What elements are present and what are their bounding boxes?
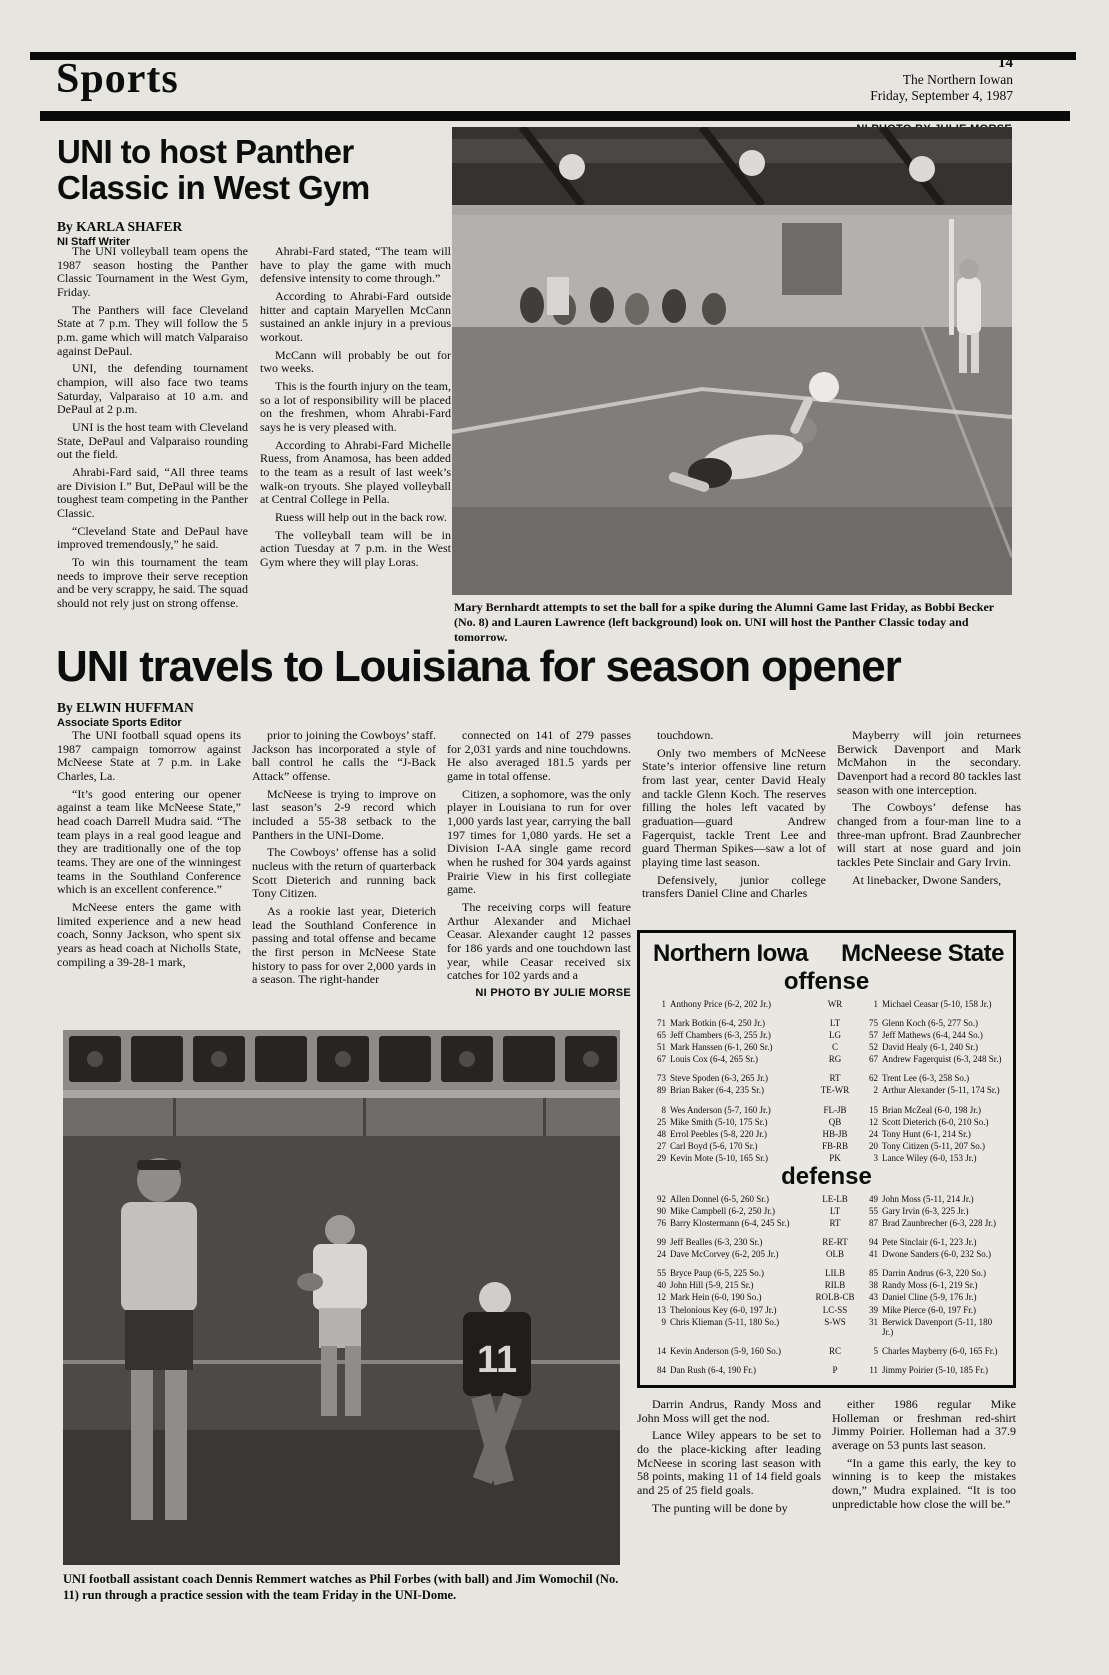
uni-player: Mark Hanssen (6-1, 260 Sr.): [670, 1042, 773, 1053]
paragraph: either 1986 regular Mike Holleman or freshman red-shirt Jimmy Poirier. Holleman had a 37.9 average on 53 punts last season.: [832, 1396, 1016, 1452]
position: QB: [828, 1116, 842, 1127]
mcneese-player-number: 38: [869, 1280, 878, 1291]
byline-title: NI Staff Writer: [57, 236, 131, 248]
football-column-2: [252, 729, 436, 991]
position: RE-RT: [822, 1237, 848, 1248]
position: WR: [827, 999, 843, 1009]
roster-team-left: Northern Iowa: [653, 940, 808, 967]
paragraph: According to Ahrabi-Fard outside hitter and captain Maryellen McCann sustained an ankle injury in a previous workout.: [260, 289, 451, 345]
uni-player-number: 92: [657, 1193, 666, 1204]
roster-row: [648, 1218, 1005, 1228]
uni-player-number: 13: [657, 1304, 666, 1315]
roster-box: [637, 930, 1016, 1388]
mcneese-player: Lance Wiley (6-0, 153 Jr.): [882, 1152, 977, 1163]
mcneese-player-number: 11: [869, 1364, 878, 1375]
mcneese-player-number: 1: [873, 999, 878, 1009]
mcneese-player: Glenn Koch (6-5, 277 So.): [882, 1018, 978, 1029]
uni-player: Jeff Bealles (6-3, 230 Sr.): [670, 1237, 763, 1248]
roster-row: [648, 1346, 1005, 1356]
volleyball-headline: UNI to host Panther Classic in West Gym: [57, 133, 370, 206]
uni-player-number: 48: [657, 1128, 666, 1139]
mcneese-player-number: 15: [869, 1104, 878, 1115]
mcneese-player: Mike Pierce (6-0, 197 Fr.): [882, 1304, 976, 1315]
position: LT: [829, 1018, 841, 1029]
uni-player-number: 84: [657, 1364, 666, 1375]
uni-player-number: 55: [657, 1268, 666, 1279]
position: RT: [829, 1073, 841, 1084]
football-column-1: [57, 729, 241, 973]
position: LC-SS: [822, 1304, 848, 1315]
mcneese-player: Arthur Alexander (5-11, 174 Sr.): [882, 1085, 1000, 1096]
position: RILB: [824, 1280, 846, 1291]
mcneese-player-number: 94: [869, 1237, 878, 1248]
roster-row: [648, 1105, 1005, 1115]
football-continuation-left: [637, 1398, 821, 1519]
uni-player: Mark Botkin (6-4, 250 Jr.): [670, 1018, 765, 1029]
jersey-number: 11: [477, 1339, 518, 1381]
masthead-rule: [40, 111, 1070, 121]
volleyball-photo-illustration: [452, 127, 1012, 595]
publication-name: The Northern Iowan: [902, 72, 1013, 87]
football-column-3-text: [447, 729, 631, 983]
mcneese-player: Dwone Sanders (6-0, 232 So.): [882, 1249, 991, 1260]
uni-player-number: 25: [657, 1116, 666, 1127]
mcneese-player: Gary Irvin (6-3, 225 Jr.): [882, 1206, 969, 1217]
mcneese-player-number: 5: [873, 1345, 878, 1356]
uni-player: Carl Boyd (5-6, 170 Sr.): [670, 1140, 758, 1151]
football-headline: UNI travels to Louisiana for season opener: [56, 642, 901, 691]
roster-row: [648, 1249, 1005, 1259]
uni-player-number: 27: [657, 1140, 666, 1151]
mcneese-player: Daniel Cline (5-9, 176 Jr.): [882, 1292, 977, 1303]
volleyball-column-1: [57, 245, 248, 615]
paragraph: The receiving corps will feature Arthur Alexander and Michael Ceasar. Alexander caught 12 passes for 186 yards and one touchdown last year, while Ceasar received six catches for 102 yards and a: [447, 900, 631, 983]
football-continuation-columns: [637, 1398, 1016, 1519]
position: LG: [829, 1030, 841, 1041]
mcneese-player: Trent Lee (6-3, 258 So.): [882, 1073, 970, 1084]
mcneese-player-number: 39: [869, 1304, 878, 1315]
roster-row: [648, 999, 1005, 1009]
uni-player-number: 90: [657, 1206, 666, 1217]
uni-player-number: 9: [661, 1316, 666, 1327]
roster-team-right: McNeese State: [841, 940, 1004, 967]
roster-row: [648, 1194, 1005, 1204]
football-continuation-right: [832, 1398, 1016, 1519]
paragraph: Darrin Andrus, Randy Moss and John Moss will get the nod.: [637, 1396, 821, 1425]
mcneese-player: Andrew Fagerquist (6-3, 248 Sr.): [882, 1054, 1002, 1065]
uni-player-number: 14: [657, 1345, 666, 1356]
mcneese-player-number: 49: [869, 1193, 878, 1204]
mcneese-player: Brian McZeal (6-0, 198 Jr.): [882, 1104, 981, 1115]
football-photo-illustration: [63, 1030, 620, 1565]
mcneese-player-number: 3: [873, 1152, 878, 1163]
position: LE-LB: [822, 1193, 848, 1204]
paragraph: connected on 141 of 279 passes for 2,031 yards and nine touchdowns. He also averaged 181.5 yards per game in total offense.: [447, 728, 631, 784]
paragraph: The Cowboys’ defense has changed from a four-man line to a three-man upfront. Brad Zaunbrecher will start at nose guard and join tackles Pete Sinclair and Gary Irvin.: [837, 800, 1021, 870]
mcneese-player: Randy Moss (6-1, 219 Sr.): [882, 1280, 978, 1291]
roster-row: [648, 1292, 1005, 1302]
page-number: 14: [998, 55, 1013, 71]
uni-player: Kevin Mote (5-10, 165 Sr.): [670, 1152, 768, 1163]
uni-player-number: 40: [657, 1280, 666, 1291]
uni-player: Barry Klostermann (6-4, 245 Sr.): [670, 1218, 790, 1229]
mcneese-player-number: 31: [869, 1316, 878, 1327]
paragraph: UNI is the host team with Cleveland State, DePaul and Valparaiso rounding out the field.: [57, 420, 248, 462]
position: C: [831, 1042, 838, 1053]
position: RG: [828, 1054, 842, 1065]
mcneese-player-number: 24: [869, 1128, 878, 1139]
mcneese-player: Jimmy Poirier (5-10, 185 Fr.): [882, 1364, 988, 1375]
mcneese-player: Tony Citizen (5-11, 207 So.): [882, 1140, 986, 1151]
paragraph: The UNI volleyball team opens the 1987 season hosting the Panther Classic Tournament in the West Gym, Friday.: [57, 244, 248, 300]
mcneese-player-number: 12: [869, 1116, 878, 1127]
paragraph: “Cleveland State and DePaul have improved tremendously,” he said.: [57, 523, 248, 552]
byline-author: By ELWIN HUFFMAN: [57, 700, 194, 715]
mcneese-player-number: 87: [869, 1218, 878, 1229]
mcneese-player: David Healy (6-1, 240 Sr.): [882, 1042, 978, 1053]
uni-player: Errol Peebles (5-8, 220 Jr.): [670, 1128, 767, 1139]
uni-player-number: 99: [657, 1237, 666, 1248]
issue-date: Friday, September 4, 1987: [870, 88, 1013, 103]
section-title: Sports: [56, 56, 179, 102]
uni-player: Anthony Price (6-2, 202 Jr.): [670, 999, 771, 1009]
paragraph: McNeese is trying to improve on last season’s 2-9 record which included a 55-38 setback to the Panthers in the UNI-Dome.: [252, 786, 436, 842]
paragraph: Citizen, a sophomore, was the only player in Louisiana to run for over 1,000 yards last year, carrying the ball 197 times for 1,080 yards. He set a Division I-AA single game record when he rushed for 304 yards against Prairie View in his first collegiate game.: [447, 786, 631, 897]
uni-player-number: 1: [661, 999, 666, 1009]
volleyball-photo-caption: Mary Bernhardt attempts to set the ball for a spike during the Alumni Game last Friday, as Bobbi Becker (No. 8) and Lauren Lawrence (left background) look on. UNI will host the Panther Classic today and tomorrow.: [454, 600, 994, 644]
football-column-4: [642, 729, 826, 905]
mcneese-player-number: 67: [869, 1054, 878, 1065]
mcneese-player: Michael Ceasar (5-10, 158 Jr.): [882, 999, 992, 1009]
paragraph: This is the fourth injury on the team, so a lot of responsibility will be placed on the freshmen, whom Ahrabi-Fard says he is very pleased with.: [260, 379, 451, 435]
roster-row: [648, 1117, 1005, 1127]
roster-row: [648, 1206, 1005, 1216]
uni-player: Dave McCorvey (6-2, 205 Jr.): [670, 1249, 779, 1260]
paragraph: Ahrabi-Fard stated, “The team will have to play the game with much defensive intensity to come through.”: [260, 244, 451, 286]
paragraph: “In a game this early, the key to winning is to keep the mistakes down,” Mudra explained. “It is too unpredictable how close the will be.”: [832, 1455, 1016, 1511]
paragraph: As a rookie last year, Dieterich lead the Southland Conference in passing and total offense and became the first person in McNeese State history to pass for over 2,000 yards in a season. The right-hander: [252, 904, 436, 987]
uni-player-number: 29: [657, 1152, 666, 1163]
paragraph: The volleyball team will be in action Tuesday at 7 p.m. in the West Gym where they will play Loras.: [260, 527, 451, 570]
mcneese-player: Tony Hunt (6-1, 214 Sr.): [882, 1128, 971, 1139]
paragraph: McNeese enters the game with limited experience and a new head coach, Sonny Jackson, who spent six years as head coach at Nicholls State, compiling a 39-28-1 mark,: [57, 900, 241, 969]
roster-row: [648, 1153, 1005, 1163]
paragraph: prior to joining the Cowboys’ staff. Jackson has incorporated a style of ball control he calls the “J-Back Attack” offense.: [252, 728, 436, 784]
roster-row: [648, 1237, 1005, 1247]
volleyball-columns: [57, 245, 451, 615]
photo-credit-football: NI PHOTO BY JULIE MORSE: [475, 987, 631, 1000]
paragraph: Mayberry will join returnees Berwick Davenport and Mark McMahon in the secondary. Davenport had a record 80 tackles last season with one interception.: [837, 728, 1021, 797]
football-photo-block: [63, 1030, 620, 1604]
uni-player-number: 65: [657, 1030, 666, 1041]
uni-player-number: 73: [657, 1073, 666, 1084]
uni-player-number: 12: [657, 1292, 666, 1303]
mcneese-player-number: 62: [869, 1073, 878, 1084]
paragraph: To win this tournament the team needs to improve their serve reception and be very scrappy, he said. The squad should not rely just on strong offense.: [57, 555, 248, 611]
roster-row: [648, 1280, 1005, 1290]
position: TE-WR: [820, 1085, 850, 1096]
uni-player-number: 71: [657, 1018, 666, 1029]
mcneese-player: John Moss (5-11, 214 Jr.): [882, 1193, 974, 1204]
volleyball-column-2: [260, 245, 451, 615]
mcneese-player-number: 2: [873, 1085, 878, 1096]
football-photo-caption: UNI football assistant coach Dennis Remmert watches as Phil Forbes (with ball) and Jim Womochil (No. 11) run through a practice session with the team Friday in the UNI-Dome.: [63, 1572, 619, 1602]
paragraph: “It’s good entering our opener against a team like McNeese State,” head coach Darrell Mudra said. “The team plays in a real good league and they are traditionally one of the top teams. They are one of the winningest teams in the Southland Conference which is an excellent conference.”: [57, 786, 241, 897]
roster-section: [637, 930, 1016, 1519]
football-column-3: [447, 729, 631, 999]
position: RC: [828, 1345, 841, 1356]
mcneese-player: Charles Mayberry (6-0, 165 Fr.): [882, 1345, 998, 1356]
uni-player-number: 24: [657, 1249, 666, 1260]
masthead-right: [870, 55, 1013, 104]
roster-row: [648, 1305, 1005, 1315]
position: S-WS: [824, 1316, 846, 1327]
mcneese-player-number: 20: [869, 1140, 878, 1151]
uni-player: Louis Cox (6-4, 265 Sr.): [670, 1054, 759, 1065]
uni-player: John Hill (5-9, 215 Sr.): [670, 1280, 754, 1291]
roster-row: [648, 1317, 1005, 1337]
paragraph: At linebacker, Dwone Sanders,: [852, 872, 1002, 887]
mcneese-player: Scott Dieterich (6-0, 210 So.): [882, 1116, 989, 1127]
roster-row: [648, 1141, 1005, 1151]
uni-player: Dan Rush (6-4, 190 Fr.): [670, 1364, 756, 1375]
roster-team-headers: [647, 938, 1006, 968]
uni-player-number: 89: [657, 1085, 666, 1096]
paragraph: Lance Wiley appears to be set to do the place-kicking after leading McNeese in scoring last season with 58 points, making 11 of 14 field goals and 25 of 25 field goals.: [637, 1428, 821, 1497]
mcneese-player: Pete Sinclair (6-1, 223 Jr.): [882, 1237, 977, 1248]
byline-author: By KARLA SHAFER: [57, 219, 183, 234]
position: HB-JB: [822, 1128, 848, 1139]
uni-player: Jeff Chambers (6-3, 255 Jr.): [670, 1030, 771, 1041]
uni-player: Chris Klieman (5-11, 180 So.): [670, 1316, 780, 1327]
mcneese-player-number: 75: [869, 1018, 878, 1029]
uni-player: Steve Spoden (6-3, 265 Jr.): [670, 1073, 768, 1084]
mcneese-player-number: 85: [869, 1268, 878, 1279]
uni-player-number: 67: [657, 1054, 666, 1065]
uni-player: Thelonious Key (6-0, 197 Jr.): [670, 1304, 777, 1315]
position: P: [832, 1364, 838, 1375]
position: FB-RB: [821, 1140, 848, 1151]
position: ROLB-CB: [815, 1292, 855, 1303]
football-byline: [57, 700, 194, 729]
uni-player: Mark Hein (6-0, 190 So.): [670, 1292, 762, 1303]
paragraph: The UNI football squad opens its 1987 campaign tomorrow against McNeese State at 7 p.m. in Lake Charles, La.: [57, 728, 241, 784]
mcneese-player-number: 57: [869, 1030, 878, 1041]
roster-defense-label: defense: [781, 1162, 872, 1190]
mcneese-player: Berwick Davenport (5-11, 180 Jr.): [882, 1316, 993, 1337]
uni-player-number: 76: [657, 1218, 666, 1229]
uni-player: Bryce Paup (6-5, 225 So.): [670, 1268, 764, 1279]
uni-player: Brian Baker (6-4, 235 Sr.): [670, 1085, 764, 1096]
paragraph: touchdown.: [657, 728, 714, 742]
paragraph: Defensively, junior college transfers Daniel Cline and Charles: [642, 872, 826, 901]
roster-offense-rows: [648, 999, 1005, 1163]
roster-row: [648, 1042, 1005, 1052]
paragraph: Ahrabi-Fard said, “All three teams are Division I.” But, DePaul will be the toughest team competing in the Panther Classic.: [57, 465, 248, 521]
mcneese-player-number: 55: [869, 1206, 878, 1217]
roster-offense-label: offense: [783, 968, 870, 995]
roster-row: [648, 1085, 1005, 1095]
position: FL-JB: [823, 1104, 847, 1115]
roster-row: [648, 1268, 1005, 1278]
position: LILB: [825, 1268, 845, 1279]
paragraph: The Cowboys’ offense has a solid nucleus with the return of quarterback Scott Dieterich and running back Tony Citizen.: [252, 845, 436, 901]
position: PK: [829, 1152, 841, 1163]
roster-defense-rows: [648, 1194, 1005, 1375]
position: LT: [829, 1206, 841, 1217]
uni-player: Wes Anderson (5-7, 160 Jr.): [670, 1104, 771, 1115]
mcneese-player-number: 52: [869, 1042, 878, 1053]
roster-row: [648, 1365, 1005, 1375]
paragraph: McCann will probably be out for two weeks.: [260, 347, 451, 376]
uni-player: Mike Smith (5-10, 175 Sr.): [670, 1116, 768, 1127]
paragraph: UNI, the defending tournament champion, will also face two teams Saturday, Valparaiso at 10 a.m. and DePaul at 2 p.m.: [57, 361, 248, 417]
uni-player: Kevin Anderson (5-9, 160 So.): [670, 1345, 781, 1356]
roster-row: [648, 1054, 1005, 1064]
byline-title: Associate Sports Editor: [57, 717, 182, 729]
paragraph: The punting will be done by: [652, 1500, 788, 1515]
mcneese-player-number: 41: [869, 1249, 878, 1260]
mcneese-player: Darrin Andrus (6-3, 220 So.): [882, 1268, 986, 1279]
mcneese-player: Jeff Mathews (6-4, 244 So.): [882, 1030, 983, 1041]
paragraph: Ruess will help out in the back row.: [275, 510, 447, 525]
paragraph: The Panthers will face Cleveland State at 7 p.m. They will follow the 5 p.m. game which will match Valparaiso against DePaul.: [57, 302, 248, 358]
mcneese-player-number: 43: [869, 1292, 878, 1303]
volleyball-photo: [452, 127, 1012, 595]
roster-row: [648, 1030, 1005, 1040]
uni-player: Allen Donnel (6-5, 260 Sr.): [670, 1193, 769, 1204]
position: RT: [829, 1218, 841, 1229]
paragraph: According to Ahrabi-Fard Michelle Ruess, from Anamosa, has been added to the team as a result of last week’s walk-on tryouts. She played volleyball at Central College in Pella.: [260, 437, 451, 507]
paragraph: Only two members of McNeese State’s interior offensive line return from last year, center David Healy and tackle Glenn Koch. The reserves filling the holes left vacated by graduation—guard Andrew Fagerquist, tackle Trent Lee and guard Therman Spikes—saw a lot of playing time last season.: [642, 745, 826, 870]
roster-row: [648, 1129, 1005, 1139]
uni-player-number: 51: [657, 1042, 666, 1053]
uni-player: Mike Campbell (6-2, 250 Jr.): [670, 1206, 775, 1217]
uni-player-number: 8: [661, 1104, 666, 1115]
football-photo: [63, 1030, 620, 1565]
football-column-5: [837, 729, 1021, 891]
mcneese-player: Brad Zaunbrecher (6-3, 228 Jr.): [882, 1218, 996, 1229]
position: OLB: [826, 1249, 844, 1260]
roster-row: [648, 1018, 1005, 1028]
roster-row: [648, 1073, 1005, 1083]
